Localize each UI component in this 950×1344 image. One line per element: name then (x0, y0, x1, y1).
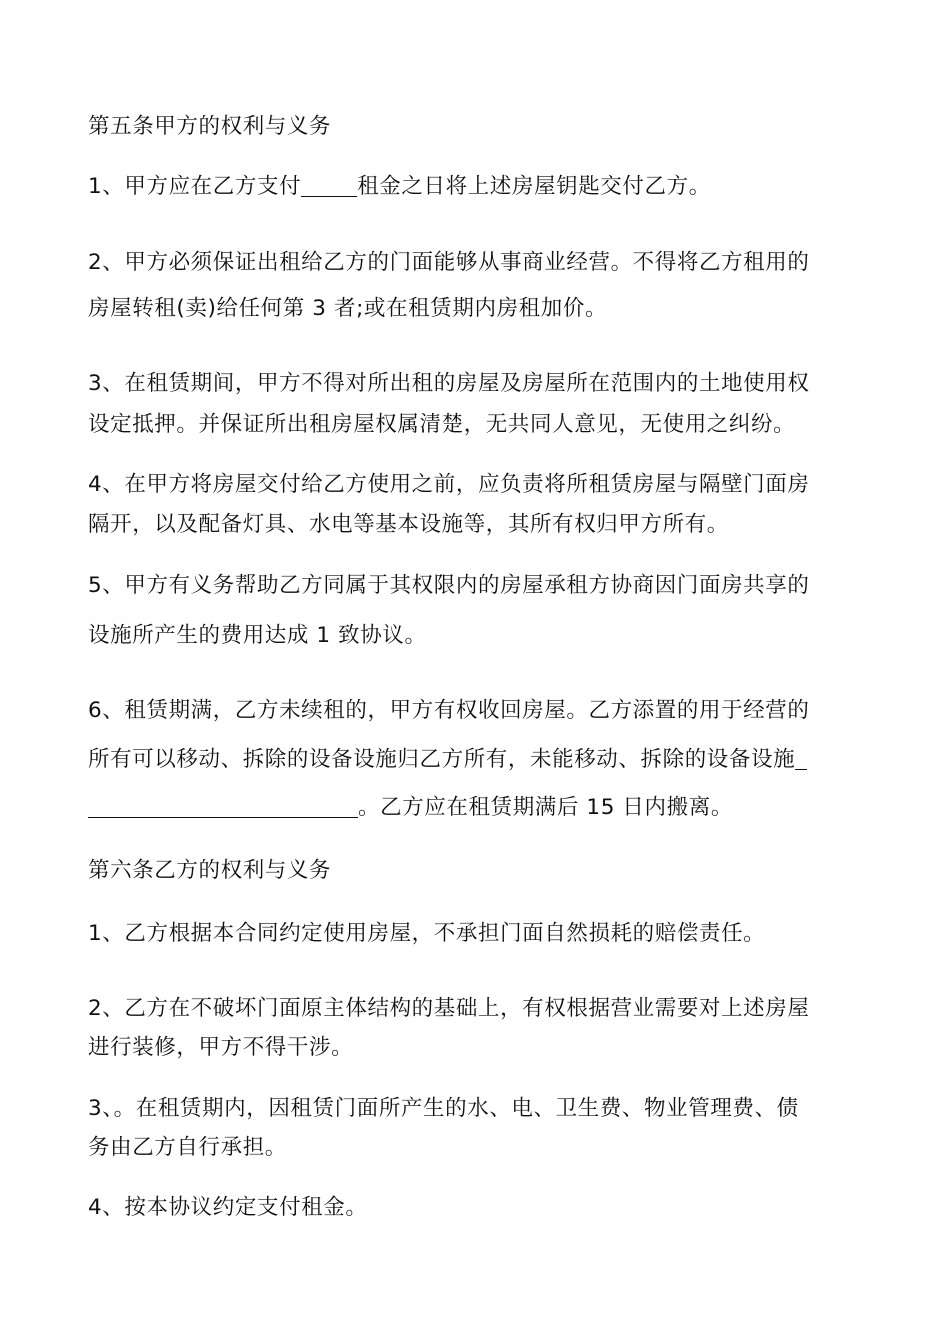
clause-5-6-line-3-text: 。乙方应在租赁期满后 15 日内搬离。 (358, 795, 733, 820)
clause-6-2-line-1: 2、乙方在不破坏门面原主体结构的基础上，有权根据营业需要对上述房屋 (88, 996, 810, 1021)
clause-5-6-line-2 (88, 745, 807, 775)
clause-5-6-line-1: 6、租赁期满，乙方未续租的，甲方有权收回房屋。乙方添置的用于经营的 (88, 698, 810, 723)
blank-field (301, 174, 357, 197)
clause-5-5-line-2: 设施所产生的费用达成 1 致协议。 (88, 623, 427, 648)
clause-6-3-line-1: 3、。在租赁期内，因租赁门面所产生的水、电、卫生费、物业管理费、债 (88, 1096, 799, 1121)
clause-6-3-line-2: 务由乙方自行承担。 (88, 1135, 287, 1160)
clause-5-2-line-2: 房屋转租(卖)给任何第 3 者;或在租赁期内房租加价。 (88, 296, 608, 321)
clause-6-4: 4、按本协议约定支付租金。 (88, 1195, 368, 1220)
clause-5-3-line-2: 设定抵押。并保证所出租房屋权属清楚，无共同人意见，无使用之纠纷。 (88, 412, 796, 437)
clause-5-3-line-1: 3、在租赁期间，甲方不得对所出租的房屋及房屋所在范围内的土地使用权 (88, 371, 810, 396)
clause-5-1 (88, 172, 711, 202)
blank-field (795, 747, 807, 770)
clause-5-1-part-a: 1、甲方应在乙方支付 (88, 174, 302, 199)
clause-5-4-line-1: 4、在甲方将房屋交付给乙方使用之前，应负责将所租赁房屋与隔壁门面房 (88, 472, 810, 497)
clause-5-6-line-3 (88, 793, 733, 823)
clause-5-6-line-2-text: 所有可以移动、拆除的设备设施归乙方所有，未能移动、拆除的设备设施 (88, 747, 796, 772)
clause-5-4-line-2: 隔开，以及配备灯具、水电等基本设施等，其所有权归甲方所有。 (88, 512, 729, 537)
article-5-heading: 第五条甲方的权利与义务 (88, 114, 332, 139)
clause-5-5-line-1: 5、甲方有义务帮助乙方同属于其权限内的房屋承租方协商因门面房共享的 (88, 573, 810, 598)
clause-6-2-line-2: 进行装修，甲方不得干涉。 (88, 1035, 354, 1060)
blank-field (88, 795, 358, 818)
clause-5-1-part-b: 租金之日将上述房屋钥匙交付乙方。 (357, 174, 711, 199)
clause-6-1: 1、乙方根据本合同约定使用房屋，不承担门面自然损耗的赔偿责任。 (88, 921, 766, 946)
article-6-heading: 第六条乙方的权利与义务 (88, 858, 332, 883)
clause-5-2-line-1: 2、甲方必须保证出租给乙方的门面能够从事商业经营。不得将乙方租用的 (88, 250, 810, 275)
